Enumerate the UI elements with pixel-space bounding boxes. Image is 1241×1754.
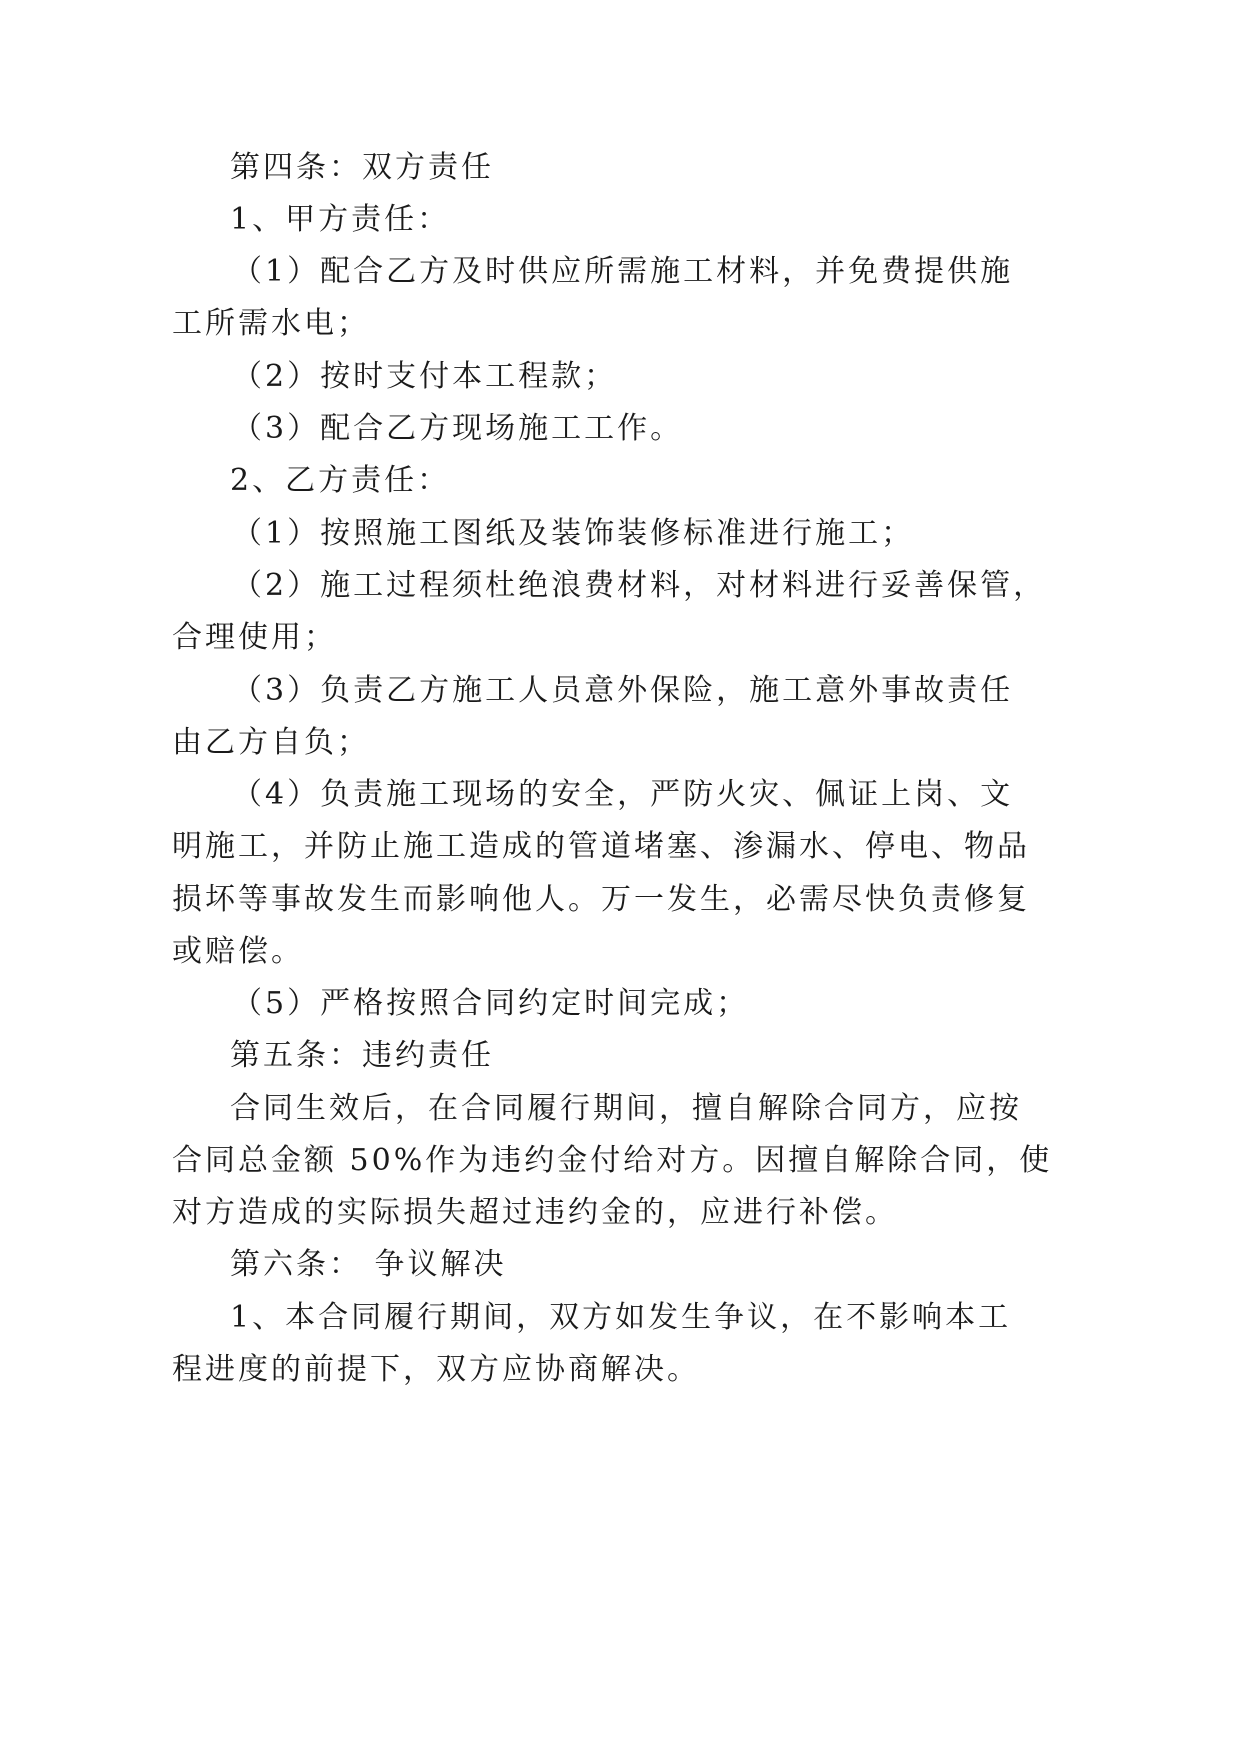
paragraph-line: （3）负责乙方施工人员意外保险，施工意外事故责任 — [232, 673, 1014, 708]
paragraph-line: 合同生效后，在合同履行期间，擅自解除合同方，应按 — [230, 1091, 1022, 1126]
paragraph-line: 由乙方自负； — [172, 725, 370, 760]
paragraph-line: 1、本合同履行期间，双方如发生争议，在不影响本工 — [230, 1300, 1012, 1335]
paragraph-line: （1）配合乙方及时供应所需施工材料，并免费提供施 — [232, 254, 1014, 289]
paragraph-line: （2）按时支付本工程款； — [232, 359, 618, 394]
paragraph-line: 程进度的前提下，双方应协商解决。 — [172, 1352, 700, 1387]
subheading-party-b: 2、乙方责任： — [230, 463, 451, 498]
paragraph-line: 合同总金额 50%作为违约金付给对方。因擅自解除合同，使 — [172, 1143, 1053, 1178]
paragraph-line: 工所需水电； — [172, 306, 370, 341]
paragraph-line: 对方造成的实际损失超过违约金的，应进行补偿。 — [172, 1195, 898, 1230]
paragraph-line: （5）严格按照合同约定时间完成； — [232, 986, 750, 1021]
paragraph-line: （4）负责施工现场的安全，严防火灾、佩证上岗、文 — [232, 777, 1014, 812]
heading-article-4: 第四条：双方责任 — [230, 150, 494, 185]
paragraph-line: 明施工，并防止施工造成的管道堵塞、渗漏水、停电、物品 — [172, 829, 1030, 864]
paragraph-line: （3）配合乙方现场施工工作。 — [232, 411, 684, 446]
subheading-party-a: 1、甲方责任： — [230, 202, 451, 237]
heading-article-6: 第六条： 争议解决 — [230, 1247, 507, 1282]
paragraph-line: （2）施工过程须杜绝浪费材料，对材料进行妥善保管， — [232, 568, 1047, 603]
paragraph-line: 合理使用； — [172, 620, 337, 655]
heading-article-5: 第五条：违约责任 — [230, 1038, 494, 1073]
paragraph-line: （1）按照施工图纸及装饰装修标准进行施工； — [232, 516, 915, 551]
paragraph-line: 或赔偿。 — [172, 934, 304, 969]
paragraph-line: 损坏等事故发生而影响他人。万一发生，必需尽快负责修复 — [172, 882, 1030, 917]
